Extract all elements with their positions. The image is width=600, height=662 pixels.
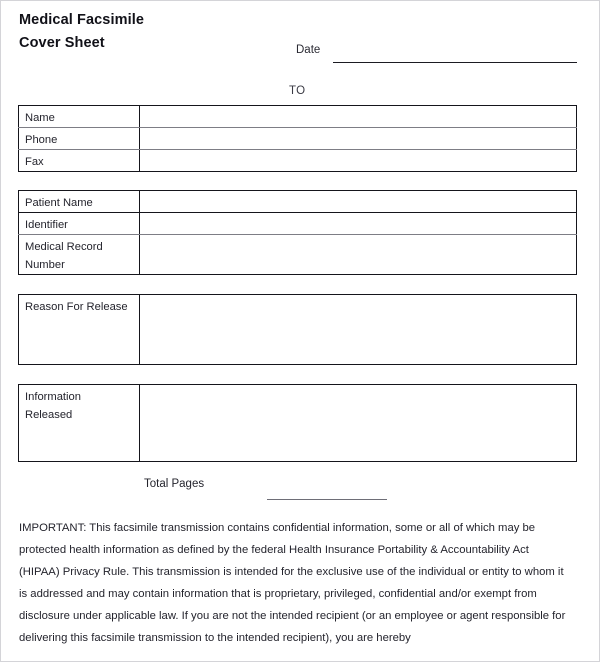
page-title-line-1: Medical Facsimile [19, 12, 145, 28]
patient-identifier-label: Identifier [19, 213, 140, 235]
medical-record-number-label [19, 235, 140, 275]
total-pages-input-rule[interactable] [267, 499, 387, 500]
table-row [19, 295, 577, 365]
medical-record-number-label-line-1: Medical Record [25, 241, 103, 253]
table-row [19, 235, 577, 275]
patient-name-field[interactable] [140, 191, 577, 213]
recipient-fax-field[interactable] [140, 150, 577, 172]
patient-identifier-field[interactable] [140, 213, 577, 235]
table-row [19, 213, 577, 235]
hipaa-disclaimer-text: IMPORTANT: This facsimile transmission contains confidential information, some or all of which may be protected health information as defined by the federal Health Insurance Portability & Accountability Act (HIPAA) Privacy Rule. This transmission is intended for the exclusive use of the individual or entity to whom it is addressed and may contain information that is proprietary, privileged, confidential and/or exempt from disclosure under applicable law. If you are not the intended recipient (or an employee or agent responsible for delivering this facsimile transmission to the intended recipient), you are hereby [19, 522, 566, 644]
reason-for-release-label: Reason For Release [19, 295, 140, 365]
date-input-rule[interactable] [333, 62, 577, 63]
recipient-table [18, 105, 577, 172]
table-row [19, 150, 577, 172]
information-released-label [19, 385, 140, 462]
recipient-fax-label: Fax [19, 150, 140, 172]
total-pages-label: Total Pages [144, 478, 205, 490]
information-released-table [18, 384, 577, 462]
information-released-label-line-2: Released [25, 409, 73, 421]
recipient-name-field[interactable] [140, 106, 577, 128]
patient-name-label: Patient Name [19, 191, 140, 213]
table-row [19, 191, 577, 213]
information-released-label-line-1: Information [25, 391, 81, 403]
table-row [19, 385, 577, 462]
recipient-phone-label: Phone [19, 128, 140, 150]
recipient-phone-field[interactable] [140, 128, 577, 150]
medical-record-number-label-line-2: Number [25, 259, 65, 271]
medical-record-number-field[interactable] [140, 235, 577, 275]
date-label: Date [296, 44, 321, 56]
information-released-field[interactable] [140, 385, 577, 462]
reason-for-release-table [18, 294, 577, 365]
reason-for-release-field[interactable] [140, 295, 577, 365]
table-row [19, 128, 577, 150]
recipient-name-label: Name [19, 106, 140, 128]
table-row [19, 106, 577, 128]
patient-table [18, 190, 577, 275]
to-section-label: TO [289, 85, 306, 97]
page-title [19, 9, 279, 55]
page-title-line-2: Cover Sheet [19, 35, 105, 51]
